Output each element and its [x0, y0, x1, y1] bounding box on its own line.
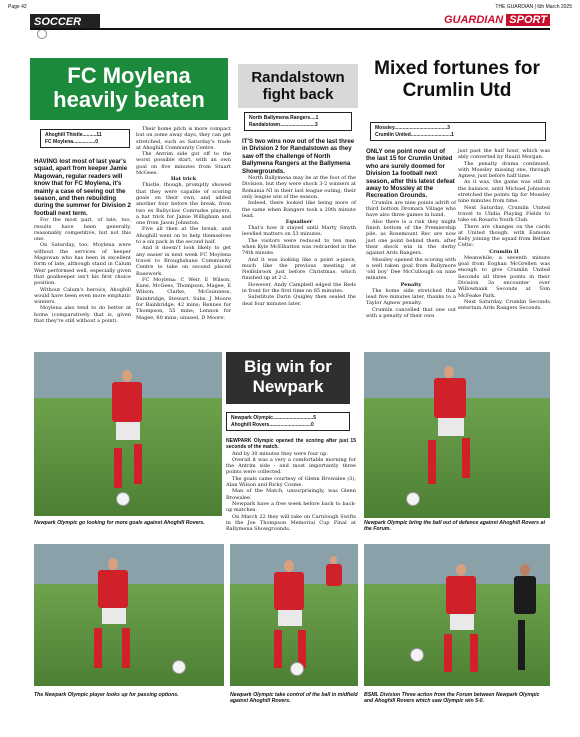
section-label: SOCCER [34, 16, 82, 28]
story4-body [226, 438, 356, 532]
score-line: Newpark Olympic.............................5 [231, 415, 317, 421]
story3-subhead: Crumlin II [489, 248, 519, 255]
story1-subhead: Hat trick [170, 176, 197, 183]
story2-para: The visitors were reduced to ten men when Kyle McElhatton was redcarded in the 74th minute. [242, 237, 356, 257]
story3-para: Crumlin cancelled that one out with a penalty of their own [366, 306, 456, 319]
headline-randalstown: Randalstown fight back [238, 64, 358, 108]
caption-5: BSML Division Three action from the Forum between Newpark Olympic and Ahoghill Rovers which saw Olympic win 5-0. [364, 692, 540, 705]
headline-crumlin: Mixed fortunes for Crumlin Utd [374, 58, 540, 101]
issue-date: THE GUARDIAN | 6th March 2025 [495, 4, 572, 10]
score-line: FC Moylena................0 [45, 138, 99, 145]
story4-para: On March 22 they will take on Carnlough Swifts in the Joe Thompson Memorial Cup Final at Ballymena Showgrounds. [226, 513, 356, 533]
story3-para: Crumlin are nine points adrift of third bottom Dromara Village who have also three games in hand. [366, 199, 456, 219]
story3-para: Meanwhile, a seventh minute goal from Eoghan McGrellen was enough to give Crumlin United Seconds all three points in their Division 3a encounter over Willowbank Seconds at Tom McFeake Park. [458, 254, 550, 299]
caption-4: Newpark Olympic take control of the ball in midfield against Ahoghill Rovers. [230, 692, 358, 705]
story2-body [242, 138, 356, 307]
story3-para: just past the half hour, which was ably converted by Ruairi Morgan. [458, 148, 550, 161]
story1-para: Thistle, though, promptly showed that they were capable of scoring goals on their own, and added another four before the break, from two ex Ballyclaw Comrades players, a hat trick for Jamie Willigham and one from Jason Johnston. [136, 182, 231, 227]
story3-lead: ONLY one point now out of the last 15 for Crumlin United who are surely doomed for Division 1a football next season, after this latest defeat away to Mossley at the Recreation Grounds. [366, 148, 455, 200]
caption-1: Newpark Olympic go looking for more goals against Ahoghill Rovers. [34, 520, 205, 526]
caption-2: Newpark Olympic bring the ball out of defence against Ahoghill Rovers at the Forum. [364, 520, 546, 533]
logo-guardian: GUARDIAN [443, 14, 504, 26]
page-number: Page 42 [8, 4, 27, 10]
story3-para: The penalty drama continued, with Mossley missing one, through Agnew, just before half time. [458, 160, 550, 180]
score-box-1 [40, 129, 130, 148]
story4-para: Overall it was a very a comfortable morning for the Antrim side - and most importantly three points were collected. [226, 456, 356, 476]
story3-para: The home side stretched that lead five minutes later, thanks to a Taylor Agnew penalty. [366, 287, 456, 307]
score-line: Ahoghill Rovers..............................0 [231, 421, 314, 428]
photo-division-three [364, 544, 550, 686]
story3-para: Mossley opened the scoring with a well taken goal from Ballymore 'old boy' Dee McCullough on nine minutes. [366, 256, 456, 282]
story3-subhead: Penalty [400, 281, 422, 288]
story1-col2 [136, 126, 231, 321]
story2-para: Substitute Darin Quigley then sealed the deal four minutes later. [242, 294, 356, 307]
story1-para: Five all then at the break, and Ahoghill went on to help themselves to a six pack in the second half. [136, 226, 231, 246]
photo-player-defence [364, 352, 550, 518]
story3-para: Also there is a risk they might finish bottom of the Premiership pile, as Rosemount Rec are now just one point behind them, after their shock win in the derby against Ards Rangers. [366, 218, 456, 257]
story4-para: The goals came courtesy of Glenn Browalee (3), Alan Wilson and Ricky Cosme. [226, 475, 356, 489]
story3-para: As it was, the game was still in the balance, until Michael Johnston stretched the points tip for Mossley nine minutes from time. [458, 179, 550, 205]
story1-para: Moylena also tend to do better at home (comparatively that is, given that they're still without a point). [34, 305, 131, 324]
story1-para: For the most part, of late, too, results have been generally, reasonably competitive, but not this one. [34, 217, 131, 243]
story2-para: Indeed, there looked like being more of the same when Rangers took a 20th minute lead. [242, 200, 356, 219]
photo-midfield [230, 544, 358, 686]
story2-para: However, Andy Campbell edged the Reds in front for the first time on 85 minutes. [242, 281, 356, 295]
story4-para: Newpark have a free week before back to back-up matches. [226, 500, 356, 514]
score-box-3 [370, 122, 546, 141]
caption-3: The Newpark Olympic player looks up for passing options. [34, 692, 179, 698]
score-line: Crumlin United.............................1 [375, 131, 454, 138]
story2-para: And it was looking like a point a-piece, much like the previous meeting at Neillsbrook just before Christmas, which finished up at 2-2. [242, 256, 356, 282]
story3-para: Next Saturday, Crumlin United travel to Ulidia Playing Fields to take on Rosario Youth Club. [458, 204, 550, 224]
story3-col2 [458, 148, 550, 311]
photo-player-running [34, 352, 222, 516]
story1-col1 [34, 158, 131, 324]
logo-sport: SPORT [506, 14, 550, 26]
story4-para: Man of the Match, unsurprisingly, was Glenn Browalee. [226, 488, 356, 501]
story1-lead: HAVING lost most of last year's squad, apart from keeper Jamie Magowan, regular readers will know that for FC Moylena, it's mainly a case of seeing out the season, and then rebuilding during the summer for Division 2 football next term. [34, 158, 131, 217]
story1-para: FC Moylena: C Weir, E Wilson, Kane, McGees, Thompson, Magee, E Wilson, Clarke, McGuinness, Bainbridge, Stewart. Subs, J Moore for Bainbridge, 42 mins; Rennes for Thompson, 55 mins; Lennon for Magee, 60 mins; unused, D Moore. [136, 276, 231, 321]
story1-para: The Antrim side got off to the worst possible start, with an own goal on five minutes from Stuart McGees. [136, 151, 231, 177]
guardian-sport-logo [410, 14, 550, 28]
page-header [8, 4, 572, 14]
story1-para: On Saturday, too, Moylena were without the services of keeper Magowan who has been in excellent form of late, although stand in Calum Weir performed well, especially given that goalkeeper isn't his first choice position. [34, 242, 131, 287]
story1-para: Their home pitch is more compact but on some away days, they can get stretched, such as Saturday's trade at Ahoghill Community Centre. [136, 126, 231, 151]
score-box-2 [244, 112, 352, 131]
story2-subhead: Equaliser [285, 219, 313, 226]
score-line: North Ballymena Rangers....1 [249, 115, 319, 121]
football-icon [37, 29, 47, 39]
story2-para: North Ballymena may be at the foot of the Division, but they were shock 3-2 winners at Romania NI in their last league outing, their only league win of the season. [242, 175, 356, 200]
headline-fc-moylena: FC Moylena heavily beaten [30, 58, 228, 120]
photo-player-looks-up [34, 544, 224, 686]
story3-para: There are changes on the cards at United though, with Eamonn Kelly joining the squad from Belfast Celtic. [458, 223, 550, 249]
score-box-4 [226, 412, 350, 431]
header-rule [30, 28, 550, 30]
story4-lead: NEWPARK Olympic opened the scoring after just 15 seconds of the match. [226, 438, 356, 451]
score-line: Mossley......................................3 [375, 125, 450, 131]
story3-para: Next Saturday, Crumlin Seconds entertain Ards Rangers Seconds. [458, 298, 550, 312]
story4-para: And by 30 minutes they were four up. [232, 450, 328, 457]
story2-para: That's how it stayed until Marty Smyth levelled matters on 53 minutes. [242, 225, 356, 238]
score-line: Ahoghill Thistle..........11 [45, 132, 102, 138]
story2-lead: IT'S two wins now out of the last three in Division 2 for Randalstown as they saw off the challenge of North Ballymena Rangers at the Ballymena Showgrounds. [242, 138, 355, 175]
story1-para: Without Calum's heroics, Ahoghill would have been even more emphatic winners. [34, 286, 131, 306]
headline-newpark: Big win for Newpark [226, 352, 350, 404]
story3-col1 [366, 148, 456, 319]
score-line: Randalstown.........................3 [249, 121, 318, 128]
story1-para: And it doesn't look likely to get any easier in next week FC Moylena travel to Broughshane Community Centre to take on second placed Rasework. [136, 245, 231, 277]
